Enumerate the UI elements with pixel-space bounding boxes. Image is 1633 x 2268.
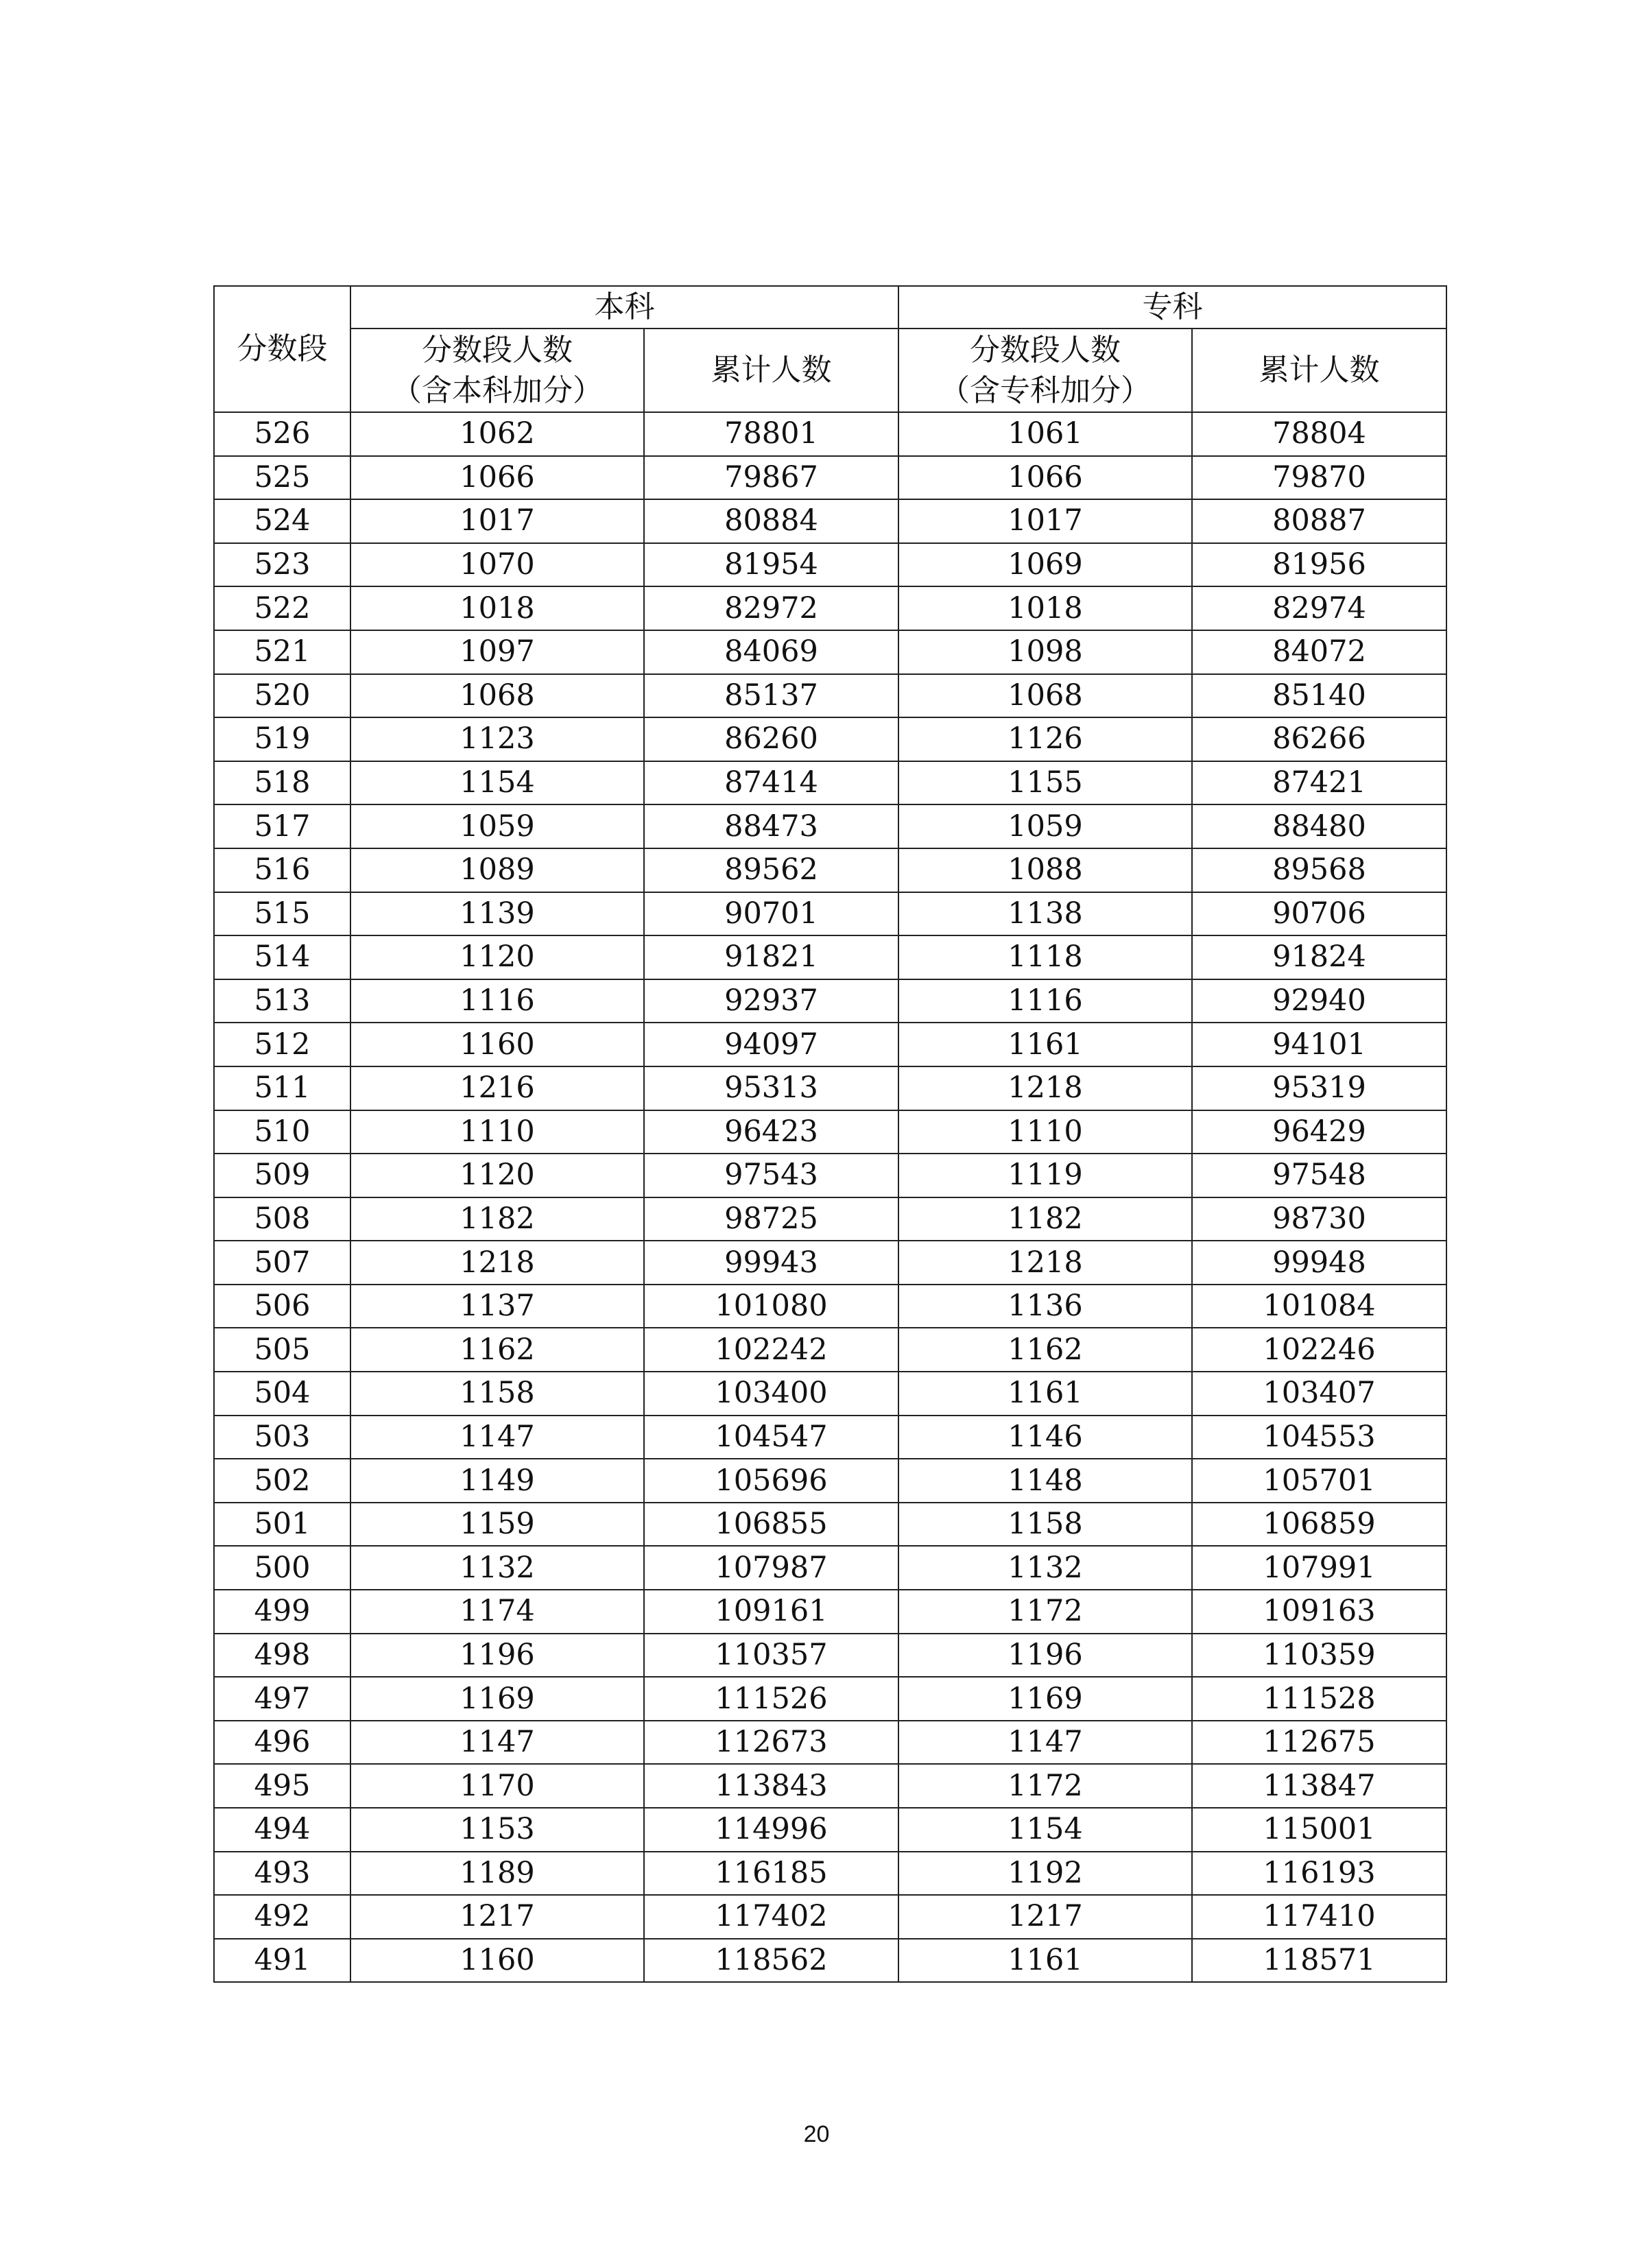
vocational-count-cell: 1217 bbox=[898, 1895, 1192, 1939]
undergraduate-cumulative-cell: 88473 bbox=[644, 804, 898, 848]
vocational-cumulative-cell: 84072 bbox=[1192, 630, 1446, 674]
table-row bbox=[214, 1852, 1446, 1896]
undergraduate-count-cell: 1089 bbox=[350, 848, 644, 892]
table-row bbox=[214, 1110, 1446, 1154]
score-cell: 491 bbox=[214, 1939, 350, 1983]
undergraduate-count-cell: 1097 bbox=[350, 630, 644, 674]
table-row bbox=[214, 761, 1446, 805]
vocational-count-cell: 1182 bbox=[898, 1197, 1192, 1241]
vocational-cumulative-cell: 86266 bbox=[1192, 717, 1446, 761]
undergraduate-count-cell: 1068 bbox=[350, 674, 644, 718]
score-cell: 493 bbox=[214, 1852, 350, 1896]
undergraduate-count-cell: 1070 bbox=[350, 543, 644, 587]
vocational-count-cell: 1018 bbox=[898, 586, 1192, 630]
score-cell: 508 bbox=[214, 1197, 350, 1241]
undergraduate-count-cell: 1149 bbox=[350, 1459, 644, 1503]
score-cell: 509 bbox=[214, 1154, 350, 1197]
undergraduate-cumulative-cell: 90701 bbox=[644, 892, 898, 936]
vocational-count-cell: 1126 bbox=[898, 717, 1192, 761]
vocational-header: 专科 bbox=[898, 286, 1446, 329]
undergraduate-count-cell: 1160 bbox=[350, 1023, 644, 1066]
undergraduate-cumulative-cell: 82972 bbox=[644, 586, 898, 630]
vocational-cumulative-cell: 112675 bbox=[1192, 1721, 1446, 1765]
vocational-cumulative-cell: 79870 bbox=[1192, 456, 1446, 500]
vocational-count-cell: 1068 bbox=[898, 674, 1192, 718]
table-row bbox=[214, 1066, 1446, 1110]
vocational-count-cell: 1155 bbox=[898, 761, 1192, 805]
undergraduate-count-cell: 1159 bbox=[350, 1503, 644, 1547]
vocational-cumulative-cell: 88480 bbox=[1192, 804, 1446, 848]
score-cell: 515 bbox=[214, 892, 350, 936]
vocational-count-cell: 1162 bbox=[898, 1328, 1192, 1372]
vocational-cumulative-cell: 104553 bbox=[1192, 1416, 1446, 1459]
vocational-cumulative-cell: 99948 bbox=[1192, 1241, 1446, 1285]
undergraduate-cumulative-cell: 96423 bbox=[644, 1110, 898, 1154]
vocational-count-cell: 1132 bbox=[898, 1546, 1192, 1590]
table-row bbox=[214, 1590, 1446, 1634]
vocational-cumulative-cell: 98730 bbox=[1192, 1197, 1446, 1241]
table-row bbox=[214, 804, 1446, 848]
table-row bbox=[214, 1764, 1446, 1808]
undergraduate-cumulative-cell: 84069 bbox=[644, 630, 898, 674]
score-cell: 511 bbox=[214, 1066, 350, 1110]
score-cell: 494 bbox=[214, 1808, 350, 1852]
score-cell: 520 bbox=[214, 674, 350, 718]
undergraduate-cumulative-cell: 106855 bbox=[644, 1503, 898, 1547]
undergraduate-cumulative-cell: 91821 bbox=[644, 935, 898, 979]
undergraduate-cumulative-cell: 103400 bbox=[644, 1372, 898, 1416]
vocational-cumulative-cell: 80887 bbox=[1192, 499, 1446, 543]
undergraduate-count-cell: 1169 bbox=[350, 1677, 644, 1721]
table-row bbox=[214, 1808, 1446, 1852]
score-cell: 495 bbox=[214, 1764, 350, 1808]
undergraduate-cumulative-cell: 89562 bbox=[644, 848, 898, 892]
page-number: 20 bbox=[803, 2121, 830, 2147]
table-row bbox=[214, 1197, 1446, 1241]
score-cell: 492 bbox=[214, 1895, 350, 1939]
undergraduate-cumulative-cell: 109161 bbox=[644, 1590, 898, 1634]
undergraduate-count-cell: 1139 bbox=[350, 892, 644, 936]
undergraduate-cumulative-cell: 78801 bbox=[644, 412, 898, 456]
table-row bbox=[214, 1895, 1446, 1939]
table-row bbox=[214, 543, 1446, 587]
vocational-cumulative-cell: 118571 bbox=[1192, 1939, 1446, 1983]
table-row bbox=[214, 586, 1446, 630]
undergraduate-count-cell: 1182 bbox=[350, 1197, 644, 1241]
vocational-cumulative-cell: 103407 bbox=[1192, 1372, 1446, 1416]
score-cell: 498 bbox=[214, 1634, 350, 1678]
undergraduate-header: 本科 bbox=[350, 286, 898, 329]
undergraduate-count-cell: 1120 bbox=[350, 1154, 644, 1197]
undergraduate-count-cell: 1110 bbox=[350, 1110, 644, 1154]
table-row bbox=[214, 1241, 1446, 1285]
vocational-cumulative-cell: 111528 bbox=[1192, 1677, 1446, 1721]
score-range-header: 分数段 bbox=[214, 286, 350, 412]
undergraduate-count-cell: 1218 bbox=[350, 1241, 644, 1285]
score-cell: 514 bbox=[214, 935, 350, 979]
vocational-count-cell: 1161 bbox=[898, 1372, 1192, 1416]
table-row bbox=[214, 630, 1446, 674]
vocational-count-cell: 1059 bbox=[898, 804, 1192, 848]
table-row bbox=[214, 1154, 1446, 1197]
vocational-cumulative-cell: 116193 bbox=[1192, 1852, 1446, 1896]
score-cell: 524 bbox=[214, 499, 350, 543]
vocational-cumulative-cell: 91824 bbox=[1192, 935, 1446, 979]
header-line: 分数段人数 bbox=[422, 332, 573, 368]
vocational-count-cell: 1172 bbox=[898, 1590, 1192, 1634]
table-row bbox=[214, 1634, 1446, 1678]
vocational-cumulative-cell: 87421 bbox=[1192, 761, 1446, 805]
vocational-count-cell: 1196 bbox=[898, 1634, 1192, 1678]
undergraduate-count-cell: 1189 bbox=[350, 1852, 644, 1896]
vocational-cumulative-cell: 92940 bbox=[1192, 979, 1446, 1023]
vocational-cumulative-cell: 110359 bbox=[1192, 1634, 1446, 1678]
vocational-cumulative-cell: 85140 bbox=[1192, 674, 1446, 718]
vocational-count-cell: 1118 bbox=[898, 935, 1192, 979]
undergraduate-count-cell: 1162 bbox=[350, 1328, 644, 1372]
undergraduate-count-cell: 1160 bbox=[350, 1939, 644, 1983]
vocational-cumulative-cell: 96429 bbox=[1192, 1110, 1446, 1154]
undergraduate-cumulative-cell: 98725 bbox=[644, 1197, 898, 1241]
undergraduate-cumulative-cell: 86260 bbox=[644, 717, 898, 761]
undergraduate-count-header bbox=[350, 329, 644, 412]
undergraduate-cumulative-cell: 113843 bbox=[644, 1764, 898, 1808]
undergraduate-cumulative-cell: 101080 bbox=[644, 1285, 898, 1328]
undergraduate-cumulative-cell: 118562 bbox=[644, 1939, 898, 1983]
vocational-count-cell: 1110 bbox=[898, 1110, 1192, 1154]
undergraduate-count-cell: 1158 bbox=[350, 1372, 644, 1416]
undergraduate-cumulative-cell: 112673 bbox=[644, 1721, 898, 1765]
vocational-count-cell: 1017 bbox=[898, 499, 1192, 543]
vocational-count-cell: 1138 bbox=[898, 892, 1192, 936]
table-row bbox=[214, 1372, 1446, 1416]
vocational-count-cell: 1098 bbox=[898, 630, 1192, 674]
score-cell: 496 bbox=[214, 1721, 350, 1765]
undergraduate-cumulative-header: 累计人数 bbox=[644, 329, 898, 412]
score-cell: 497 bbox=[214, 1677, 350, 1721]
table-row bbox=[214, 892, 1446, 936]
vocational-count-cell: 1161 bbox=[898, 1023, 1192, 1066]
score-cell: 523 bbox=[214, 543, 350, 587]
vocational-count-cell: 1061 bbox=[898, 412, 1192, 456]
table-row bbox=[214, 717, 1446, 761]
vocational-count-cell: 1161 bbox=[898, 1939, 1192, 1983]
vocational-count-cell: 1116 bbox=[898, 979, 1192, 1023]
undergraduate-count-cell: 1196 bbox=[350, 1634, 644, 1678]
table-body bbox=[214, 412, 1446, 1982]
table-row bbox=[214, 1677, 1446, 1721]
table-row bbox=[214, 674, 1446, 718]
undergraduate-cumulative-cell: 111526 bbox=[644, 1677, 898, 1721]
undergraduate-count-cell: 1153 bbox=[350, 1808, 644, 1852]
score-cell: 517 bbox=[214, 804, 350, 848]
score-cell: 507 bbox=[214, 1241, 350, 1285]
vocational-count-cell: 1172 bbox=[898, 1764, 1192, 1808]
score-cell: 519 bbox=[214, 717, 350, 761]
vocational-count-cell: 1154 bbox=[898, 1808, 1192, 1852]
table-row bbox=[214, 1416, 1446, 1459]
undergraduate-cumulative-cell: 116185 bbox=[644, 1852, 898, 1896]
undergraduate-count-cell: 1123 bbox=[350, 717, 644, 761]
vocational-count-cell: 1192 bbox=[898, 1852, 1192, 1896]
table-row bbox=[214, 1546, 1446, 1590]
undergraduate-cumulative-cell: 110357 bbox=[644, 1634, 898, 1678]
score-cell: 526 bbox=[214, 412, 350, 456]
vocational-count-cell: 1218 bbox=[898, 1066, 1192, 1110]
vocational-cumulative-cell: 97548 bbox=[1192, 1154, 1446, 1197]
score-cell: 522 bbox=[214, 586, 350, 630]
vocational-cumulative-cell: 78804 bbox=[1192, 412, 1446, 456]
vocational-cumulative-cell: 102246 bbox=[1192, 1328, 1446, 1372]
undergraduate-cumulative-cell: 81954 bbox=[644, 543, 898, 587]
undergraduate-cumulative-cell: 102242 bbox=[644, 1328, 898, 1372]
score-cell: 502 bbox=[214, 1459, 350, 1503]
table-row bbox=[214, 412, 1446, 456]
vocational-count-cell: 1169 bbox=[898, 1677, 1192, 1721]
undergraduate-cumulative-cell: 97543 bbox=[644, 1154, 898, 1197]
vocational-cumulative-cell: 105701 bbox=[1192, 1459, 1446, 1503]
score-cell: 504 bbox=[214, 1372, 350, 1416]
header-line: 分数段人数 bbox=[970, 332, 1121, 368]
vocational-cumulative-cell: 115001 bbox=[1192, 1808, 1446, 1852]
vocational-count-cell: 1066 bbox=[898, 456, 1192, 500]
undergraduate-cumulative-cell: 99943 bbox=[644, 1241, 898, 1285]
vocational-count-cell: 1147 bbox=[898, 1721, 1192, 1765]
vocational-cumulative-cell: 81956 bbox=[1192, 543, 1446, 587]
vocational-cumulative-cell: 95319 bbox=[1192, 1066, 1446, 1110]
table-row bbox=[214, 1328, 1446, 1372]
vocational-cumulative-cell: 89568 bbox=[1192, 848, 1446, 892]
score-cell: 510 bbox=[214, 1110, 350, 1154]
undergraduate-cumulative-cell: 87414 bbox=[644, 761, 898, 805]
undergraduate-cumulative-cell: 94097 bbox=[644, 1023, 898, 1066]
undergraduate-count-cell: 1062 bbox=[350, 412, 644, 456]
undergraduate-count-cell: 1170 bbox=[350, 1764, 644, 1808]
table-row bbox=[214, 499, 1446, 543]
vocational-cumulative-cell: 107991 bbox=[1192, 1546, 1446, 1590]
score-cell: 505 bbox=[214, 1328, 350, 1372]
undergraduate-count-cell: 1147 bbox=[350, 1721, 644, 1765]
undergraduate-count-cell: 1174 bbox=[350, 1590, 644, 1634]
vocational-count-cell: 1069 bbox=[898, 543, 1192, 587]
header-line: （含本科加分） bbox=[392, 373, 603, 408]
vocational-cumulative-cell: 90706 bbox=[1192, 892, 1446, 936]
undergraduate-cumulative-cell: 117402 bbox=[644, 1895, 898, 1939]
score-cell: 512 bbox=[214, 1023, 350, 1066]
table-row bbox=[214, 935, 1446, 979]
vocational-count-cell: 1146 bbox=[898, 1416, 1192, 1459]
undergraduate-count-cell: 1132 bbox=[350, 1546, 644, 1590]
undergraduate-count-cell: 1216 bbox=[350, 1066, 644, 1110]
table-row bbox=[214, 1459, 1446, 1503]
vocational-count-cell: 1148 bbox=[898, 1459, 1192, 1503]
score-cell: 499 bbox=[214, 1590, 350, 1634]
score-cell: 500 bbox=[214, 1546, 350, 1590]
undergraduate-cumulative-cell: 92937 bbox=[644, 979, 898, 1023]
undergraduate-count-cell: 1217 bbox=[350, 1895, 644, 1939]
undergraduate-count-cell: 1018 bbox=[350, 586, 644, 630]
vocational-count-header bbox=[898, 329, 1192, 412]
table-row bbox=[214, 1721, 1446, 1765]
undergraduate-cumulative-cell: 107987 bbox=[644, 1546, 898, 1590]
vocational-cumulative-cell: 109163 bbox=[1192, 1590, 1446, 1634]
table-row bbox=[214, 1939, 1446, 1983]
undergraduate-count-cell: 1154 bbox=[350, 761, 644, 805]
undergraduate-count-cell: 1116 bbox=[350, 979, 644, 1023]
vocational-count-cell: 1218 bbox=[898, 1241, 1192, 1285]
vocational-cumulative-cell: 117410 bbox=[1192, 1895, 1446, 1939]
score-cell: 518 bbox=[214, 761, 350, 805]
table-row bbox=[214, 456, 1446, 500]
table-row bbox=[214, 1285, 1446, 1328]
undergraduate-count-cell: 1147 bbox=[350, 1416, 644, 1459]
undergraduate-cumulative-cell: 114996 bbox=[644, 1808, 898, 1852]
score-cell: 506 bbox=[214, 1285, 350, 1328]
vocational-cumulative-cell: 94101 bbox=[1192, 1023, 1446, 1066]
vocational-cumulative-header: 累计人数 bbox=[1192, 329, 1446, 412]
vocational-cumulative-cell: 106859 bbox=[1192, 1503, 1446, 1547]
score-cell: 516 bbox=[214, 848, 350, 892]
undergraduate-cumulative-cell: 80884 bbox=[644, 499, 898, 543]
table-row bbox=[214, 1023, 1446, 1066]
undergraduate-count-cell: 1066 bbox=[350, 456, 644, 500]
table-row bbox=[214, 979, 1446, 1023]
undergraduate-cumulative-cell: 104547 bbox=[644, 1416, 898, 1459]
vocational-count-cell: 1088 bbox=[898, 848, 1192, 892]
table-row bbox=[214, 848, 1446, 892]
undergraduate-count-cell: 1137 bbox=[350, 1285, 644, 1328]
vocational-cumulative-cell: 113847 bbox=[1192, 1764, 1446, 1808]
undergraduate-count-cell: 1059 bbox=[350, 804, 644, 848]
score-cell: 525 bbox=[214, 456, 350, 500]
undergraduate-cumulative-cell: 79867 bbox=[644, 456, 898, 500]
header-line: （含专科加分） bbox=[940, 373, 1151, 408]
score-cell: 501 bbox=[214, 1503, 350, 1547]
score-cell: 513 bbox=[214, 979, 350, 1023]
undergraduate-count-cell: 1017 bbox=[350, 499, 644, 543]
vocational-cumulative-cell: 82974 bbox=[1192, 586, 1446, 630]
vocational-cumulative-cell: 101084 bbox=[1192, 1285, 1446, 1328]
undergraduate-count-cell: 1120 bbox=[350, 935, 644, 979]
undergraduate-cumulative-cell: 85137 bbox=[644, 674, 898, 718]
vocational-count-cell: 1158 bbox=[898, 1503, 1192, 1547]
undergraduate-cumulative-cell: 95313 bbox=[644, 1066, 898, 1110]
undergraduate-cumulative-cell: 105696 bbox=[644, 1459, 898, 1503]
score-distribution-table bbox=[213, 285, 1447, 1983]
score-cell: 521 bbox=[214, 630, 350, 674]
vocational-count-cell: 1119 bbox=[898, 1154, 1192, 1197]
table-row bbox=[214, 1503, 1446, 1547]
score-cell: 503 bbox=[214, 1416, 350, 1459]
vocational-count-cell: 1136 bbox=[898, 1285, 1192, 1328]
